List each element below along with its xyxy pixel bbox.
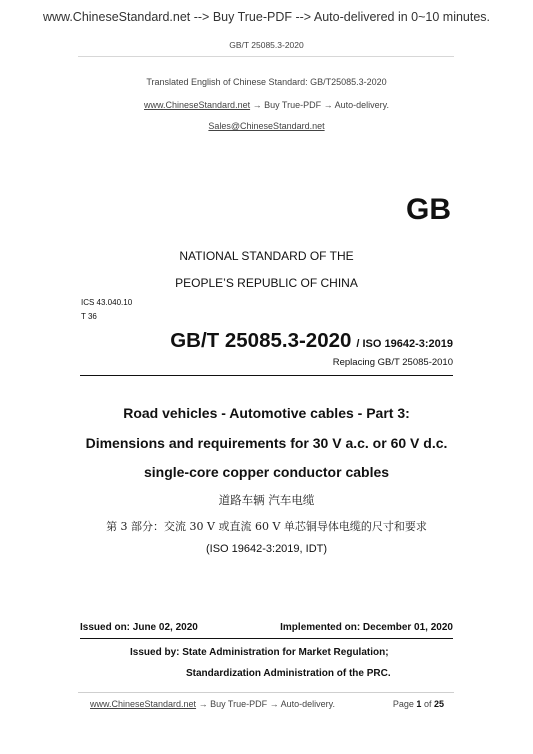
standard-divider [80, 375, 453, 376]
issuer-line-1: Issued by: State Administration for Market Regulation; [130, 647, 389, 658]
email-line [0, 121, 533, 131]
header-divider [78, 56, 454, 57]
top-banner: www.ChineseStandard.net --> Buy True-PDF --> Auto-delivered in 0~10 minutes. [42, 10, 491, 24]
implemented-date: Implemented on: December 01, 2020 [280, 622, 453, 633]
header-standard-number: GB/T 25085.3-2020 [229, 40, 304, 50]
chinese-title-line-2: 第 3 部分：交流 30 V 或直流 60 V 单芯铜导体电缆的尺寸和要求 [106, 520, 427, 533]
standard-designation [170, 329, 453, 353]
title-line-3: single-core copper conductor cables [143, 464, 390, 480]
site-link[interactable]: www.ChineseStandard.net [144, 100, 251, 110]
chinese-title-line-1: 道路车辆 汽车电缆 [218, 493, 315, 507]
page-indicator [393, 699, 444, 709]
page-total: 25 [433, 699, 444, 709]
issued-date: Issued on: June 02, 2020 [80, 622, 198, 633]
issuer-line-2: Standardization Administration of the PRC. [186, 668, 391, 679]
translated-line: Translated English of Chinese Standard: GB/T25085.3-2020 [146, 77, 387, 87]
gb-mark: GB [406, 193, 451, 226]
t-code: T 36 [81, 312, 97, 321]
buy-line-text: → Buy True-PDF → Auto-delivery. [250, 100, 389, 110]
title-line-1: Road vehicles - Automotive cables - Part 3: [123, 405, 410, 421]
footer-site-link[interactable]: www.ChineseStandard.net [90, 699, 197, 709]
footer-buy-text: → Buy True-PDF → Auto-delivery. [196, 699, 335, 709]
republic-heading: PEOPLE’S REPUBLIC OF CHINA [175, 276, 358, 290]
iso-idt-note: (ISO 19642-3:2019, IDT) [205, 543, 328, 555]
sales-email-link[interactable]: Sales@ChineseStandard.net [208, 121, 325, 131]
page-label: Page [392, 699, 414, 709]
footer-divider [78, 692, 454, 693]
ics-code: ICS 43.040.10 [81, 298, 133, 307]
page-of: of [423, 699, 432, 709]
iso-equivalent: ISO 19642-3:2019 [362, 338, 453, 350]
page-current: 1 [416, 699, 422, 709]
standard-number-main: GB/T 25085.3-2020 [170, 329, 352, 352]
title-line-2: Dimensions and requirements for 30 V a.c. or 60 V d.c. [85, 435, 448, 451]
replacing-note: Replacing GB/T 25085-2010 [332, 357, 453, 368]
standard-separator: / [356, 338, 360, 350]
footer-buy-line [90, 699, 335, 709]
national-standard-heading: NATIONAL STANDARD OF THE [179, 249, 354, 263]
dates-divider [80, 638, 453, 639]
buy-line [0, 100, 533, 110]
